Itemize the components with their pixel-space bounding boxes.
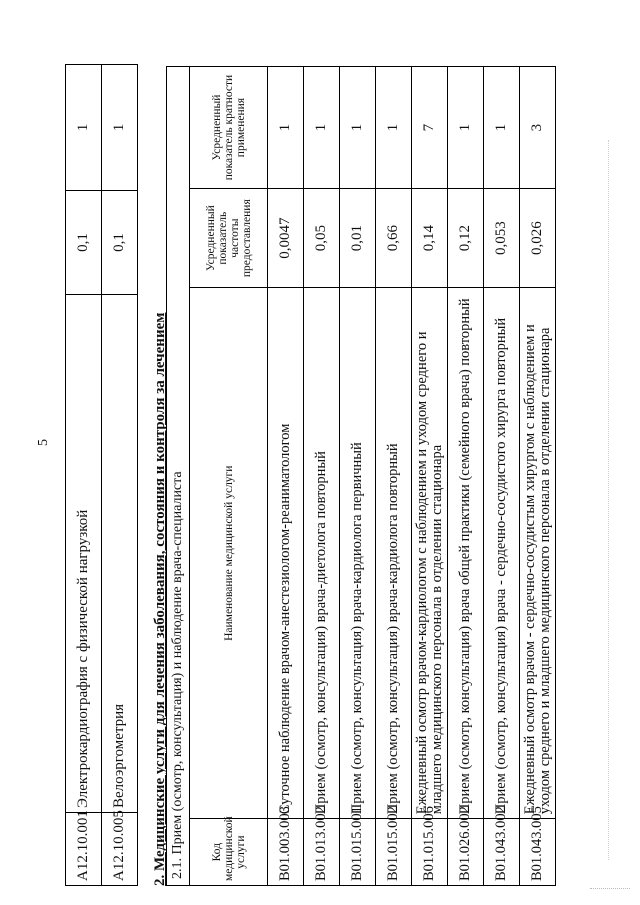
frequency-value: 0,1 [66, 191, 102, 295]
frequency-value: 0,66 [376, 189, 412, 288]
table-row [66, 65, 102, 886]
service-name: Велоэргометрия [102, 295, 138, 813]
service-code: B01.015.006 [412, 819, 448, 886]
service-code: B01.013.002 [304, 819, 340, 886]
frequency-value: 0,01 [340, 189, 376, 288]
table-row [412, 67, 448, 886]
frequency-value: 0,053 [484, 189, 520, 288]
page-number: 5 [36, 439, 51, 446]
header-row [190, 67, 268, 886]
service-name: Ежедневный осмотр врачом-кардиологом с наблюдением и уходом среднего и младшего медицинского персонала в отделении стационара [412, 288, 448, 819]
multiplicity-value: 1 [102, 65, 138, 191]
service-code: A12.10.001 [66, 813, 102, 886]
service-code: B01.003.003 [268, 819, 304, 886]
table-row [520, 67, 556, 886]
multiplicity-value: 1 [448, 67, 484, 189]
multiplicity-value: 1 [304, 67, 340, 189]
service-name: Прием (осмотр, консультация) врача общей практики (семейного врача) повторный [448, 288, 484, 819]
service-name: Ежедневный осмотр врачом - сердечно-сосудистым хирургом с наблюдением и уходом среднего и младшего медицинского персонала в отделении стационара [520, 288, 556, 819]
frequency-value: 0,1 [102, 191, 138, 295]
scan-edge-mark [590, 888, 630, 889]
service-name: Суточное наблюдение врачом-анестезиологом-реаниматологом [268, 288, 304, 819]
multiplicity-value: 1 [66, 65, 102, 191]
multiplicity-value: 1 [268, 67, 304, 189]
service-code: A12.10.005 [102, 813, 138, 886]
service-code: B01.043.002 [484, 819, 520, 886]
subsection-row [167, 67, 190, 886]
top-services-table [65, 64, 138, 886]
multiplicity-value: 1 [376, 67, 412, 189]
table-row [304, 67, 340, 886]
specialist-services-table [166, 66, 556, 886]
multiplicity-value: 1 [484, 67, 520, 189]
service-name: Прием (осмотр, консультация) врача-диетолога повторный [304, 288, 340, 819]
service-code: B01.015.002 [376, 819, 412, 886]
service-name: Прием (осмотр, консультация) врача - сердечно-сосудистого хирурга повторный [484, 288, 520, 819]
service-name: Электрокардиография с физической нагрузкой [66, 295, 102, 813]
service-code: B01.043.005 [520, 819, 556, 886]
frequency-value: 0,05 [304, 189, 340, 288]
frequency-value: 0,026 [520, 189, 556, 288]
multiplicity-value: 3 [520, 67, 556, 189]
header-name: Наименование медицинской услуги [190, 288, 268, 819]
scan-edge-dots [608, 140, 613, 860]
multiplicity-value: 7 [412, 67, 448, 189]
service-name: Прием (осмотр, консультация) врача-кардиолога повторный [376, 288, 412, 819]
service-code: B01.026.002 [448, 819, 484, 886]
header-code: Код медицинской услуги [190, 819, 268, 886]
service-code: B01.015.001 [340, 819, 376, 886]
frequency-value: 0,12 [448, 189, 484, 288]
table-row [448, 67, 484, 886]
header-frequency: Усредненный показатель частоты предоставления [190, 189, 268, 288]
service-name: Прием (осмотр, консультация) врача-кардиолога первичный [340, 288, 376, 819]
table-row [484, 67, 520, 886]
table-row [340, 67, 376, 886]
frequency-value: 0,0047 [268, 189, 304, 288]
subsection-title: 2.1. Прием (осмотр, консультация) и наблюдение врача-специалиста [167, 67, 190, 886]
table-row [268, 67, 304, 886]
frequency-value: 0,14 [412, 189, 448, 288]
table-row [376, 67, 412, 886]
section-title: 2. Медицинские услуги для лечения заболевания, состояния и контроля за лечением [152, 312, 168, 886]
rotated-page-content [65, 66, 590, 886]
multiplicity-value: 1 [340, 67, 376, 189]
header-multiplicity: Усредненный показатель кратности применения [190, 67, 268, 189]
table-row [102, 65, 138, 886]
